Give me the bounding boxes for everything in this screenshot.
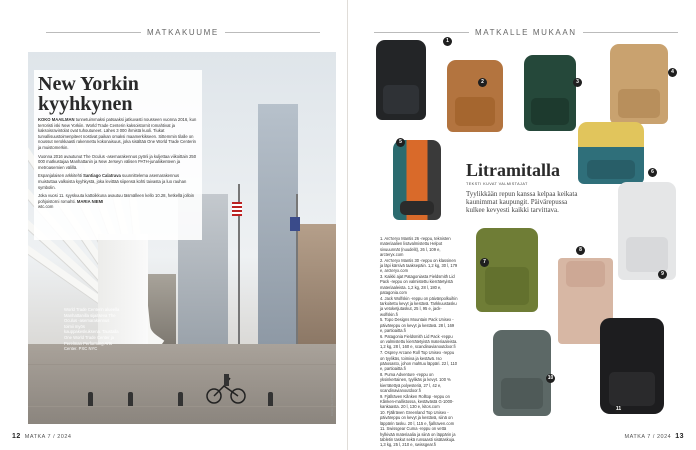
- author: MARIA NIEMI: [76, 198, 104, 204]
- yellow-teal-backpack: [578, 122, 644, 184]
- folio-right: [625, 433, 684, 440]
- right-page: [348, 0, 696, 450]
- folio-text: MATKA 7 / 2024: [624, 434, 672, 440]
- list-item: 3. Kaikki ajat Patagoniasta Fieldsmith Lid Pack -reppu on valmistettu kierrätetyistä materiaaleista. 1,2 kg, 28 l, 180 e, patagonia.com: [380, 274, 455, 295]
- page-number: 13: [675, 433, 684, 440]
- pedestrian: [178, 392, 183, 406]
- product-list: [380, 236, 458, 448]
- us-flag: [232, 202, 242, 216]
- lede-paragraph-2: Vuonna 2016 avautunut The Oculus -asemarakennus pyörii ja kuljettaa viikoittain 250 000 matkustajaa Manhattanin ja New Jerseyn välisen PATH-junaliikenteen ja metroasemien välillä.: [38, 153, 197, 170]
- item-number-badge: 11: [615, 406, 622, 412]
- white-backpack: [618, 182, 676, 280]
- article-title: Litramitalla: [466, 160, 560, 180]
- item-number-badge: 6: [648, 168, 657, 177]
- item-number-badge: 7: [480, 258, 489, 267]
- article-lede: Tyylikkään repun kanssa kelpaa keikata kaunimmat kaupungit. Päivärepussa kulkee kevyesti kaikki tarvittava.: [466, 190, 578, 214]
- lede-paragraph-3: Espanjalaisen arkkitehti Santiago Calatrava suunnittelema asemarakennus muistuttaa valkoista kyyhkystä, joka levittää siipensä kohti taivasta ja luo rauhan symbolin.: [38, 173, 187, 190]
- item-number-badge: 1: [443, 37, 452, 46]
- item-number-badge: 3: [573, 78, 582, 87]
- item-number-badge: 10: [547, 375, 554, 381]
- list-item: 6. Patagonia Fieldsmith Lid Pack -reppu on valmistettu kierrätetyistä materiaaleista. 1,2 kg, 28 l, 160 e, scandinavianoutdoor.fi: [380, 333, 458, 350]
- list-item: 10. Fjällräven Greenland Top Unisex -päiväreppu on kevyt ja kestävä, siinä on läppärin tasku. 20 l, 115 e, fjallraven.com: [380, 410, 455, 426]
- list-item: 4. Jack Wolfskin -reppu on päivänpolkuihin tarkoitettu kevyt ja kestävä. Tarkkuustasku ja vetoketjutaskut, 25 l, 95 e, jack-wolfskin.fi: [380, 295, 458, 317]
- dark-green-backpack: [524, 55, 576, 131]
- lede-text: tunnetuimmaksi patsaaksi jatkuvasti nousseen vuonna 2016, kun terroristi iski New Yorkiin. World Trade Centerin kaksoistornit romahtivat ja kaksoisravintolat ovat tuhoutuneet. Lähes 3 000 ihmistä kuoli. Tiukat turvallisuustoimenpiteet nostivat paikan omaksi maamerkikseen. Sittemmin tilalle on noussut nerokkaasti rakennettu kokonaisuus, joka sisältää One World Trade Centerin ja muistomerkin.: [38, 117, 197, 150]
- pedestrian: [128, 392, 133, 406]
- list-item: 7. Osprey Arcane Roll Top Unisex -reppu on tyylikäs, toimiva ja kestävä. Iso pääosasto, johon mahtuu läppäri. 22 l, 110 e, partioaitta.fi: [380, 350, 458, 372]
- article-header: [34, 70, 202, 240]
- list-item: 5. Topo Designs Mountain Pack Unisex -päiväreppu on kevyt ja kestävä. 28 l, 169 e, partioaitta.fi: [380, 317, 455, 334]
- folio-left: [12, 433, 71, 440]
- section-label: MATKALLE MUKAAN: [368, 28, 684, 37]
- cyclist-icon: [206, 374, 246, 404]
- multicolor-backpack: [393, 140, 441, 220]
- photo-credit: KUVA: SHUTTERSTOCK: [330, 382, 334, 417]
- photo-caption: World Trade Centerin alueella Manhattanilla sijaitseva The Oculus -asemarakennus toimii myös kauppakeskuksena. Taustalla One World Trade Center ja Perelman Performing Arts Center. PXC NYC: [64, 307, 120, 352]
- tan-orange-backpack: [447, 60, 503, 132]
- lede-paragraph: [38, 117, 198, 151]
- item-number-badge: 5: [396, 138, 405, 147]
- item-number-badge: 8: [576, 246, 585, 255]
- lede-lead: KOKO MAAILMAN: [38, 117, 75, 122]
- list-item: 2. Arc'teryx Mantis 30 -reppu on klassinen ja läpi kärsivä taaksepäin. 1,2 kg, 30 l, 179 e, arcteryx.com: [380, 257, 458, 274]
- grey-green-backpack: [493, 330, 551, 416]
- list-item: 1. Arc'teryx Mantis 26 -reppu, teknisten materiaalien lisävalmistettu Helpot sivuuunnät (nuudelit), 26 l, 109 e, arcteryx.com: [380, 236, 451, 257]
- page-number: 12: [12, 433, 21, 440]
- item-number-badge: 2: [478, 78, 487, 87]
- olive-backpack: [476, 228, 538, 312]
- lede-paragraph-4: Joka vuosi 11. syyskuuta kattoikkuna avautuu täsmälleen kello 10.28, hetkellä jolloin pohjoistorni romahti. MARIA NIEMI: [38, 193, 195, 204]
- byline: TEKSTI KUVAT VALMISTAJAT: [466, 182, 528, 186]
- black-backpack: [376, 40, 426, 120]
- black-laptop-backpack: [600, 318, 664, 414]
- pedestrian: [88, 392, 93, 406]
- flag: [290, 217, 300, 231]
- source-url[interactable]: wtc.com: [38, 204, 54, 210]
- pedestrian: [268, 392, 273, 406]
- architect-name: Santiago Calatrava: [83, 173, 121, 179]
- item-number-badge: 4: [668, 68, 677, 77]
- section-label: MATKAKUUME: [40, 28, 326, 37]
- brick-building: [298, 224, 336, 344]
- list-item: 9. Fjällräven Kånken Rolltop -reppu on Kånken-mallistossa, kestävästä G-1000-kankaasta. 20 l, 130 e, kitos.com: [380, 393, 454, 410]
- headline: New Yorkin kyyhkynen: [38, 73, 139, 115]
- plaza: [28, 344, 336, 424]
- sand-backpack: [610, 44, 668, 124]
- item-number-badge: 9: [658, 270, 667, 279]
- list-item: 8. Puma Adventure -reppu on yksinkertainen, tyylikäs ja kevyt. 100 % kierrätettyä polyesteriä, 27 l, 42 e, scandinavianoutdoor.fi: [380, 371, 451, 393]
- list-item: 11. Swissgear Cuma -reppu on vettä hylkivää materiaalia ja siinä on läppärin ja tabletin taskut sekä runsaasti sisätaskuja. 1,3 kg, 25 l, 210 e, swissgear.fi: [380, 426, 456, 448]
- folio-text: MATKA 7 / 2024: [24, 434, 72, 440]
